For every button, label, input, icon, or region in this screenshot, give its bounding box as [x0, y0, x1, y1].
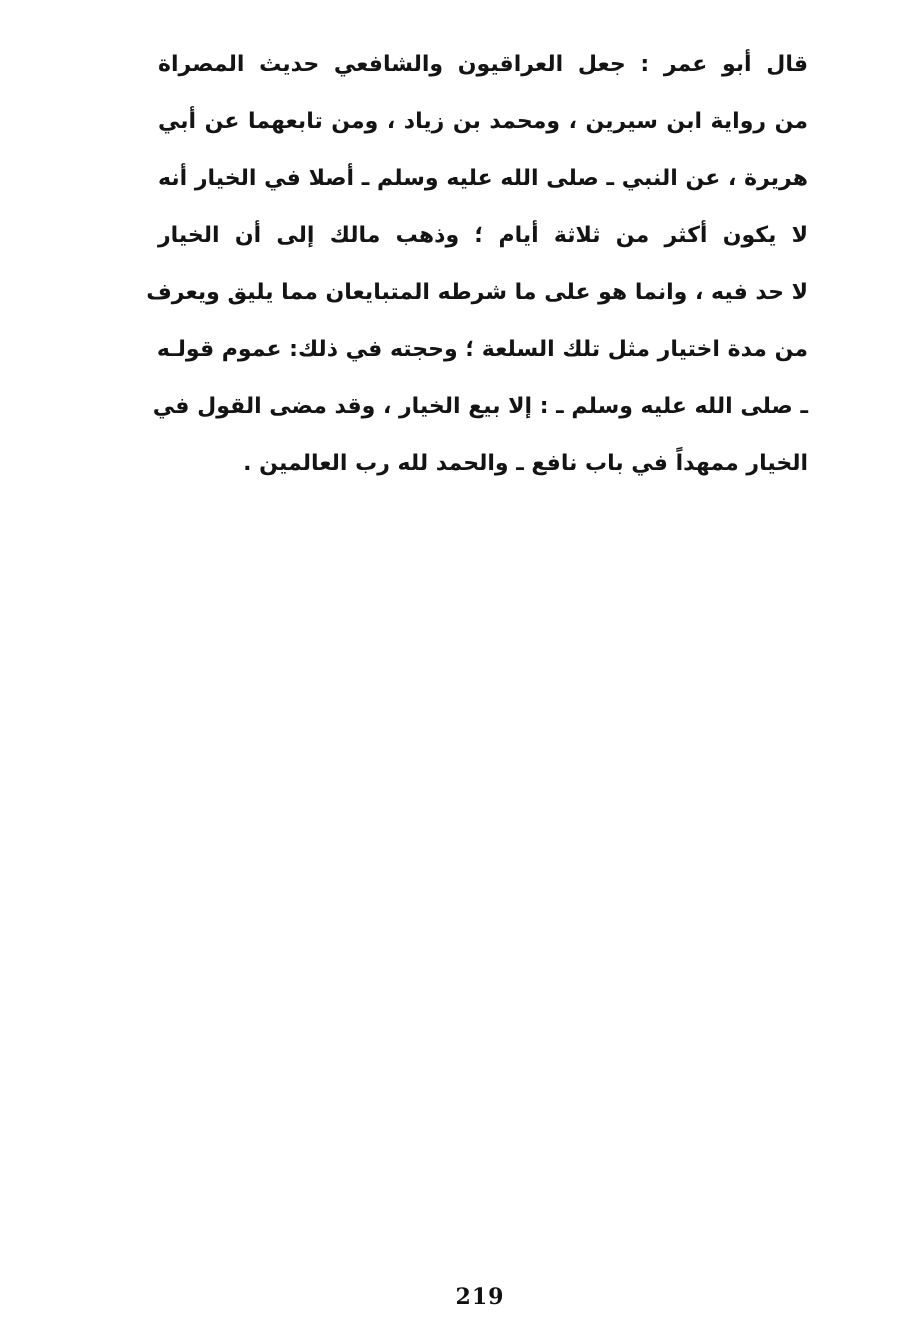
text-line-1: قال أبو عمر : جعل العراقيون والشافعي حديث المصراة [158, 52, 808, 77]
text-line-7: ـ صلى الله عليه وسلم ـ : إلا بيع الخيار ، وقد مضى القول في [152, 394, 808, 419]
page-number: 219 [455, 1284, 505, 1310]
text-line-4: لا يكون أكثر من ثلاثة أيام ؛ وذهب مالك إلى أن الخيار [158, 223, 808, 248]
text-line-6: من مدة اختيار مثل تلك السلعة ؛ وحجته في ذلك: عموم قولـه [156, 337, 808, 362]
text-line-5: لا حد فيه ، وانما هو على ما شرطه المتبايعان مما يليق ويعرف [146, 280, 808, 305]
body-text [146, 36, 808, 492]
text-line-2: من رواية ابن سيرين ، ومحمد بن زياد ، ومن تابعهما عن أبي [158, 109, 808, 134]
text-line-3: هريرة ، عن النبي ـ صلى الله عليه وسلم ـ أصلا في الخيار أنه [158, 166, 808, 191]
text-line-8: الخيار ممهداً في باب نافع ـ والحمد لله رب العالمين . [243, 451, 808, 476]
